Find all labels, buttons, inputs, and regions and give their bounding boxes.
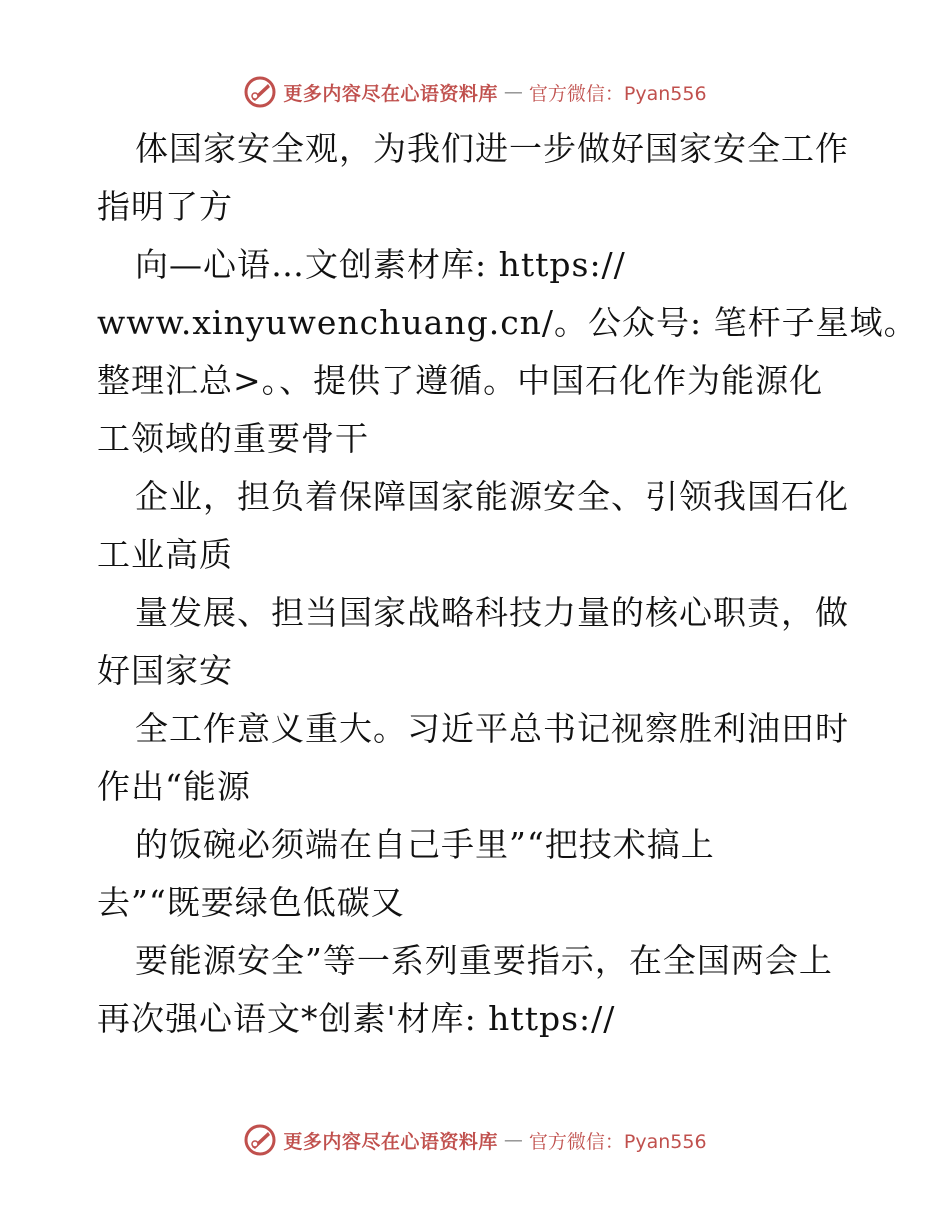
header-banner bbox=[0, 72, 950, 112]
banner-contact: 官方微信：Pyan556 bbox=[528, 82, 707, 105]
banner-separator: — bbox=[503, 81, 523, 103]
document-body bbox=[97, 120, 918, 1048]
banner-contact: 官方微信：Pyan556 bbox=[528, 1130, 707, 1153]
body-line: 的饭碗必须端在自己手里”“把技术搞上 bbox=[135, 825, 715, 864]
footer-banner bbox=[0, 1120, 950, 1160]
body-line: 工领域的重要骨干 bbox=[97, 419, 369, 458]
body-line: 工业高质 bbox=[97, 535, 233, 574]
banner-text: 更多内容尽在心语资料库 bbox=[283, 82, 498, 105]
body-line: 指明了方 bbox=[97, 187, 233, 226]
banner-separator: — bbox=[503, 1129, 523, 1151]
body-line: 整理汇总>。、提供了遵循。中国石化作为能源化 bbox=[97, 361, 824, 400]
body-line: 向—心语…文创素材库: https:// bbox=[135, 245, 626, 284]
banner-text: 更多内容尽在心语资料库 bbox=[283, 1130, 498, 1153]
body-line: 体国家安全观，为我们进一步做好国家安全工作 bbox=[135, 129, 849, 168]
body-line: www.xinyuwenchuang.cn/。公众号: 笔杆子星域。 bbox=[97, 303, 918, 342]
body-line: 要能源安全”等一系列重要指示，在全国两会上 bbox=[135, 941, 833, 980]
body-line: 全工作意义重大。习近平总书记视察胜利油田时 bbox=[135, 709, 849, 748]
body-line: 再次强心语文*创素'材库: https:// bbox=[97, 999, 616, 1038]
body-line: 作出“能源 bbox=[97, 767, 251, 806]
body-line: 去”“既要绿色低碳又 bbox=[97, 883, 405, 922]
body-line: 量发展、担当国家战略科技力量的核心职责，做 bbox=[135, 593, 849, 632]
brand-logo-icon bbox=[243, 75, 277, 109]
body-line: 好国家安 bbox=[97, 651, 233, 690]
body-line: 企业，担负着保障国家能源安全、引领我国石化 bbox=[135, 477, 849, 516]
brand-logo-icon bbox=[243, 1123, 277, 1157]
